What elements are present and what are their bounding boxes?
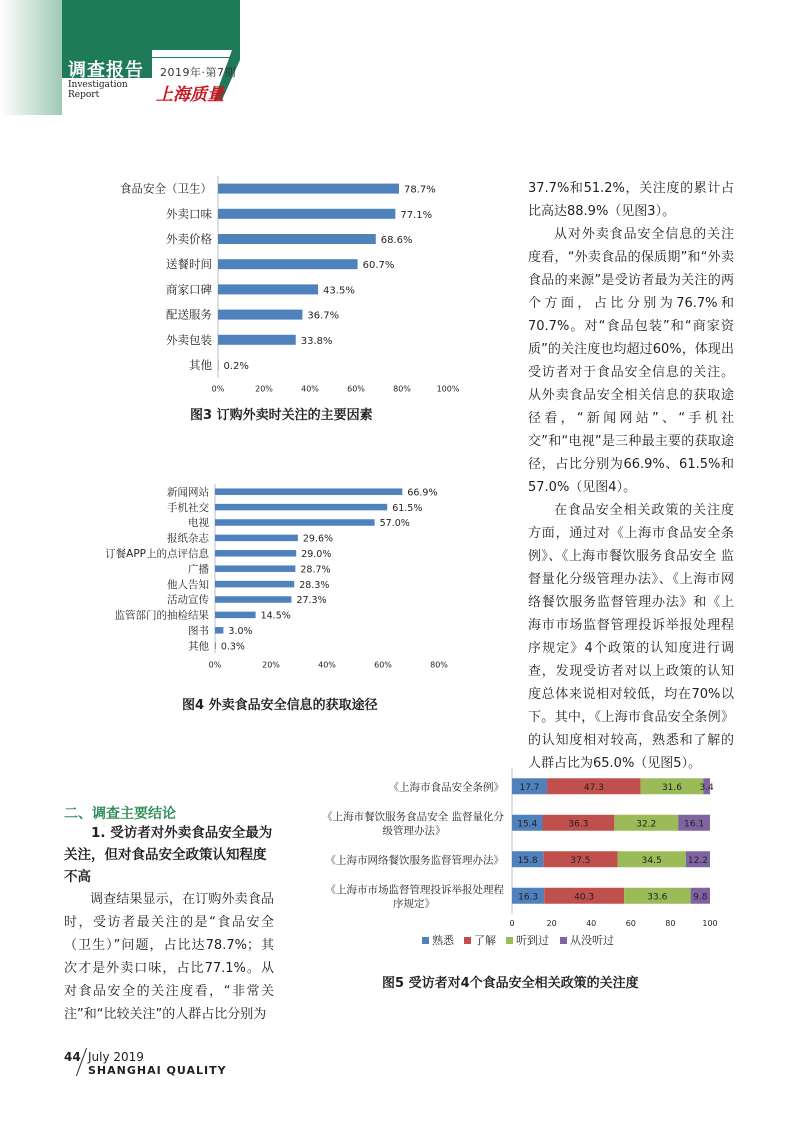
value-label: 0.3% (220, 641, 245, 653)
value-label: 14.5% (260, 610, 291, 622)
bar (218, 259, 358, 269)
segment-label: 37.5 (570, 855, 591, 866)
footer-date: July 2019 (88, 1050, 144, 1064)
bar (215, 642, 216, 649)
category-label: 图书 (188, 624, 209, 637)
bar (218, 360, 219, 370)
legend-swatch (560, 937, 567, 944)
category-label: 级管理办法》 (382, 824, 446, 837)
value-label: 60.7% (362, 260, 395, 272)
value-label: 77.1% (400, 209, 433, 221)
category-label: 广播 (188, 563, 209, 576)
x-tick-label: 40% (318, 660, 336, 670)
category-label: 监管部门的抽检结果 (114, 609, 209, 622)
bar (215, 535, 298, 542)
value-label: 28.7% (300, 564, 331, 576)
value-label: 36.7% (307, 310, 340, 322)
x-tick-label: 80 (665, 919, 676, 928)
bar (215, 488, 402, 495)
category-label: 电视 (188, 517, 209, 530)
value-label: 29.0% (301, 548, 332, 560)
segment-label: 31.6 (661, 782, 683, 793)
x-tick-label: 20% (255, 384, 273, 394)
x-tick-label: 20 (546, 919, 557, 928)
issue-label: 2019年·第7期 (160, 66, 236, 79)
x-tick-label: 100 (702, 919, 718, 928)
segment-label: 16.3 (518, 892, 539, 903)
segment-label: 33.6 (647, 892, 668, 903)
fig5-chart (290, 762, 730, 946)
footer-magazine: SHANGHAI QUALITY (88, 1064, 227, 1077)
category-label: 手机社交 (167, 501, 209, 514)
value-label: 33.8% (300, 335, 333, 347)
segment-label: 3.4 (699, 782, 714, 793)
fig4-chart (90, 480, 470, 676)
bar (218, 310, 302, 320)
category-label: 外卖口味 (166, 206, 212, 221)
category-label: 外卖价格 (166, 232, 212, 247)
x-tick-label: 40 (586, 919, 597, 928)
category-label: 《上海市餐饮服务食品安全 监督量化分 (322, 810, 504, 823)
value-label: 66.9% (407, 487, 438, 499)
category-label: 外卖包装 (166, 332, 212, 347)
section-heading: 二、调查主要结论 (64, 806, 176, 822)
bar (218, 184, 399, 194)
value-label: 3.0% (228, 625, 253, 637)
segment-label: 47.3 (583, 782, 604, 793)
bar (218, 234, 376, 244)
x-tick-label: 80% (393, 384, 411, 394)
category-label: 新闻网站 (167, 486, 209, 499)
bar (218, 335, 296, 345)
right-para-2: 从对外卖食品安全信息的关注度看，“外卖食品的保质期”和“外卖食品的来源”是受访者最为关注的两个方面，占比分别为76.7%和70.7%。对“食品包装”和“商家资质”的关注度也均超过60%，体现出受访者对于食品安全信息的关注。从外卖食品安全相关信息的获取途径看，“新闻网站”、“手机社交”和“电视”是三种最主要的获取途径，占比分别为66.9%、61.5%和57.0%（见图4）。 (528, 227, 734, 495)
category-label: 《上海市网络餐饮服务监督管理办法》 (325, 854, 504, 867)
value-label: 57.0% (379, 518, 410, 530)
legend-label: 了解 (474, 934, 496, 946)
segment-label: 17.7 (519, 782, 540, 793)
category-label: 商家口碑 (166, 282, 212, 297)
segment-label: 16.1 (684, 819, 705, 830)
x-tick-label: 20% (262, 660, 280, 670)
bar (215, 596, 291, 603)
bar (215, 627, 223, 634)
bar (215, 565, 295, 572)
section-title-en: Investigation Report (68, 80, 128, 100)
x-tick-label: 80% (430, 660, 448, 670)
bar (215, 504, 387, 511)
x-tick-label: 60% (347, 384, 365, 394)
segment-label: 36.3 (568, 819, 589, 830)
x-tick-label: 40% (301, 384, 319, 394)
page-number: 44 (64, 1050, 81, 1064)
category-label: 他人告知 (167, 578, 209, 591)
legend-swatch (464, 937, 471, 944)
legend-label: 听到过 (516, 934, 549, 946)
category-label: 食品安全（卫生） (120, 181, 212, 196)
x-tick-label: 60% (374, 660, 392, 670)
left-para-1: 调查结果显示，在订购外卖食品时，受访者最关注的是“食品安全（卫生）”问题，占比达78.7%；其次才是外卖口味，占比77.1%。从对食品安全的关注度看，“非常关注”和“比较关注”的人群占比分别为 (64, 892, 274, 1022)
category-label: 《上海市食品安全条例》 (388, 781, 504, 794)
legend-label: 从没听过 (570, 934, 614, 946)
value-label: 78.7% (404, 184, 436, 196)
bar (215, 581, 294, 588)
value-label: 27.3% (296, 595, 327, 607)
bar (215, 612, 256, 619)
bar (218, 209, 395, 219)
right-para-3: 在食品安全相关政策的关注度方面，通过对《上海市食品安全条例》、《上海市餐饮服务食品安全 监督量化分级管理办法》、《上海市网络餐饮服务监督管理办法》和《上海市市场监督管理投诉举报处理程序规定》4个政策的认知度进行调查，发现受访者对以上政策的认知度总体来说相对较低，均在70%以下。其中，《上海市食品安全条例》的认知度相对较高，熟悉和了解的人群占比为65.0%（见图5）。 (528, 503, 734, 771)
category-label: 活动宣传 (167, 594, 209, 607)
bar (215, 519, 375, 526)
right-para-1: 37.7%和51.2%，关注度的累计占比高达88.9%（见图3）。 (528, 181, 734, 219)
value-label: 29.6% (302, 533, 334, 545)
fig3-caption: 图3 订购外卖时关注的主要因素 (190, 408, 373, 423)
magazine-logo: 上海质量 (156, 85, 224, 105)
value-label: 68.6% (380, 235, 413, 247)
segment-label: 15.8 (517, 855, 538, 866)
x-tick-label: 0% (211, 384, 225, 394)
category-label: 其他 (189, 358, 212, 373)
category-label: 序规定》 (393, 897, 435, 910)
category-label: 《上海市市场监督管理投诉举报处理程 (325, 883, 504, 896)
right-column-text (528, 177, 734, 775)
fig3-chart (100, 172, 480, 400)
section-title: 调查报告 (68, 60, 144, 81)
x-tick-label: 60 (625, 919, 636, 928)
value-label: 43.5% (323, 285, 355, 297)
sub-heading: 1. 受访者对外卖食品安全最为关注，但对食品安全政策认知程度不高 (64, 825, 273, 885)
segment-label: 9.8 (693, 892, 708, 903)
segment-label: 34.5 (641, 855, 662, 866)
x-tick-label: 0% (208, 660, 222, 670)
x-tick-label: 100% (436, 384, 460, 394)
value-label: 61.5% (392, 502, 423, 514)
category-label: 报纸杂志 (167, 532, 209, 545)
category-label: 订餐APP上的点评信息 (105, 547, 209, 560)
legend-label: 熟悉 (432, 934, 454, 946)
segment-label: 32.2 (636, 819, 657, 830)
segment-label: 40.3 (574, 892, 595, 903)
bar (215, 550, 296, 557)
category-label: 送餐时间 (166, 257, 212, 272)
value-label: 0.2% (223, 361, 249, 373)
fig4-caption: 图4 外卖食品安全信息的获取途径 (182, 698, 378, 713)
value-label: 28.3% (299, 579, 330, 591)
bar (218, 284, 318, 294)
legend-swatch (422, 937, 429, 944)
category-label: 配送服务 (166, 307, 212, 322)
segment-label: 12.2 (687, 855, 708, 866)
legend-swatch (506, 937, 513, 944)
fig5-caption: 图5 受访者对4个食品安全相关政策的关注度 (382, 976, 639, 991)
segment-label: 15.4 (517, 819, 538, 830)
x-tick-label: 0 (509, 919, 515, 928)
category-label: 其他 (188, 640, 209, 653)
